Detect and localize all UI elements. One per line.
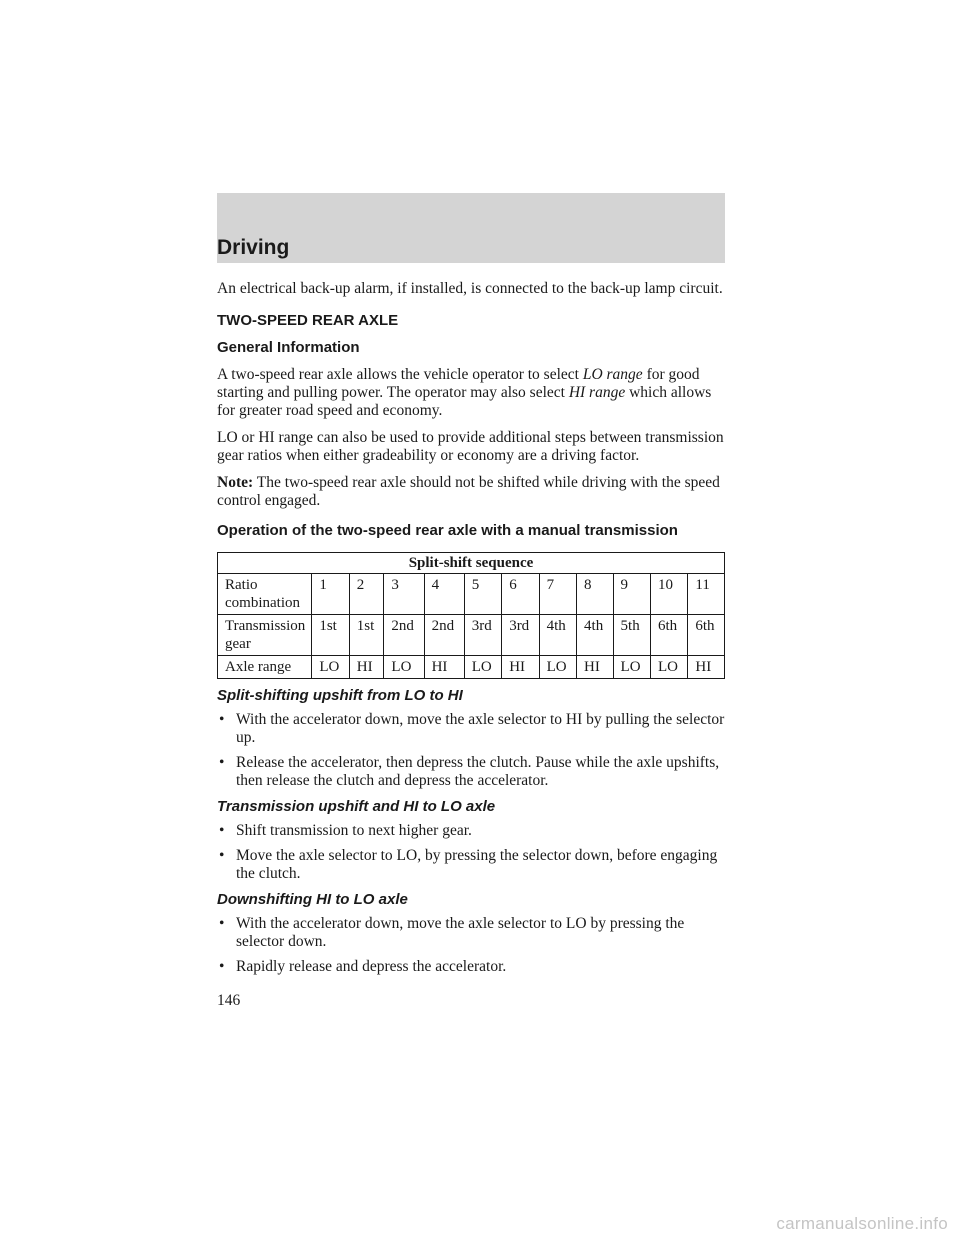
section-header-band	[217, 193, 725, 263]
table-cell: 5th	[613, 615, 650, 656]
table-cell: 3	[384, 574, 424, 615]
row-label: Transmission gear	[218, 615, 312, 656]
note-paragraph	[217, 474, 727, 510]
intro-paragraph: An electrical back-up alarm, if installed, is connected to the back-up lamp circuit.	[217, 280, 723, 297]
page-content	[217, 280, 727, 983]
procedure-list	[217, 915, 727, 976]
bullet-icon: •	[219, 847, 225, 864]
table-cell: LO	[539, 656, 576, 679]
split-shift-table	[217, 552, 725, 679]
list-item-text: With the accelerator down, move the axle selector to LO by pressing the selector down.	[236, 915, 685, 950]
row-label: Ratio combination	[218, 574, 312, 615]
lo-range-term: LO range	[582, 366, 643, 383]
section-title: Driving	[217, 236, 290, 259]
table-cell: 10	[650, 574, 687, 615]
shift-procedures	[217, 687, 727, 976]
list-item-text: Move the axle selector to LO, by pressing the selector down, before engaging the clutch.	[236, 847, 718, 882]
range-paragraph	[217, 366, 727, 420]
subheading-general-info: General Information	[217, 339, 360, 356]
table-cell: 5	[464, 574, 501, 615]
list-item-text: Rapidly release and depress the accelerator.	[236, 958, 507, 975]
table-cell: 6th	[650, 615, 687, 656]
list-item	[217, 915, 727, 951]
heading-two-speed-axle: TWO-SPEED REAR AXLE	[217, 312, 399, 329]
table-cell: 4th	[577, 615, 614, 656]
table-cell: HI	[688, 656, 725, 679]
table-cell: LO	[650, 656, 687, 679]
bullet-icon: •	[219, 711, 225, 728]
table-cell: 4th	[539, 615, 576, 656]
list-item	[217, 822, 727, 840]
list-item	[217, 711, 727, 747]
gear-steps-paragraph: LO or HI range can also be used to provide additional steps between transmission gear ratios when either gradeability or economy are a driving factor.	[217, 429, 724, 464]
table-cell: HI	[349, 656, 384, 679]
watermark: carmanualsonline.info	[776, 1214, 948, 1233]
page-number: 146	[217, 992, 241, 1009]
table-cell: 1	[312, 574, 349, 615]
table-cell: 8	[577, 574, 614, 615]
table-cell: 2	[349, 574, 384, 615]
para-text: for good starting and pulling power. The operator may also select	[217, 366, 700, 401]
table-cell: HI	[424, 656, 464, 679]
note-label: Note:	[217, 474, 254, 491]
table-cell: 1st	[312, 615, 349, 656]
procedure-list	[217, 822, 727, 883]
table-cell: 1st	[349, 615, 384, 656]
table-title: Split-shift sequence	[218, 553, 725, 574]
table-title-row	[218, 553, 725, 574]
hi-range-term: HI range	[568, 384, 626, 401]
table-cell: HI	[502, 656, 539, 679]
bullet-icon: •	[219, 958, 225, 975]
list-item	[217, 958, 727, 976]
note-text: The two-speed rear axle should not be shifted while driving with the speed control engaged.	[217, 474, 720, 509]
procedure-heading: Split-shifting upshift from LO to HI	[217, 687, 463, 704]
table-cell: 11	[688, 574, 725, 615]
para-text: which allows for greater road speed and economy.	[217, 384, 712, 419]
bullet-icon: •	[219, 915, 225, 932]
list-item	[217, 754, 727, 790]
table-cell: 2nd	[424, 615, 464, 656]
table-cell: LO	[464, 656, 501, 679]
table-cell: 2nd	[384, 615, 424, 656]
table-cell: 4	[424, 574, 464, 615]
list-item	[217, 847, 727, 883]
table-cell: 9	[613, 574, 650, 615]
para-text: A two-speed rear axle allows the vehicle operator to select	[217, 366, 583, 383]
table-row	[218, 656, 725, 679]
table-cell: HI	[577, 656, 614, 679]
row-label: Axle range	[218, 656, 312, 679]
operation-heading: Operation of the two-speed rear axle with a manual transmission	[217, 522, 678, 539]
procedure-heading: Downshifting HI to LO axle	[217, 891, 408, 908]
table-cell: LO	[384, 656, 424, 679]
table-cell: LO	[613, 656, 650, 679]
list-item-text: Release the accelerator, then depress the clutch. Pause while the axle upshifts, then release the clutch and depress the accelerator.	[236, 754, 720, 789]
table-body	[218, 574, 725, 679]
table-cell: 6th	[688, 615, 725, 656]
procedure-list	[217, 711, 727, 790]
table-row	[218, 574, 725, 615]
table-cell: 6	[502, 574, 539, 615]
table-cell: 3rd	[464, 615, 501, 656]
list-item-text: With the accelerator down, move the axle selector to HI by pulling the selector up.	[236, 711, 725, 746]
procedure-heading: Transmission upshift and HI to LO axle	[217, 798, 496, 815]
bullet-icon: •	[219, 754, 225, 771]
table-row	[218, 615, 725, 656]
bullet-icon: •	[219, 822, 225, 839]
table-cell: 3rd	[502, 615, 539, 656]
table-cell: 7	[539, 574, 576, 615]
table-cell: LO	[312, 656, 349, 679]
list-item-text: Shift transmission to next higher gear.	[236, 822, 472, 839]
